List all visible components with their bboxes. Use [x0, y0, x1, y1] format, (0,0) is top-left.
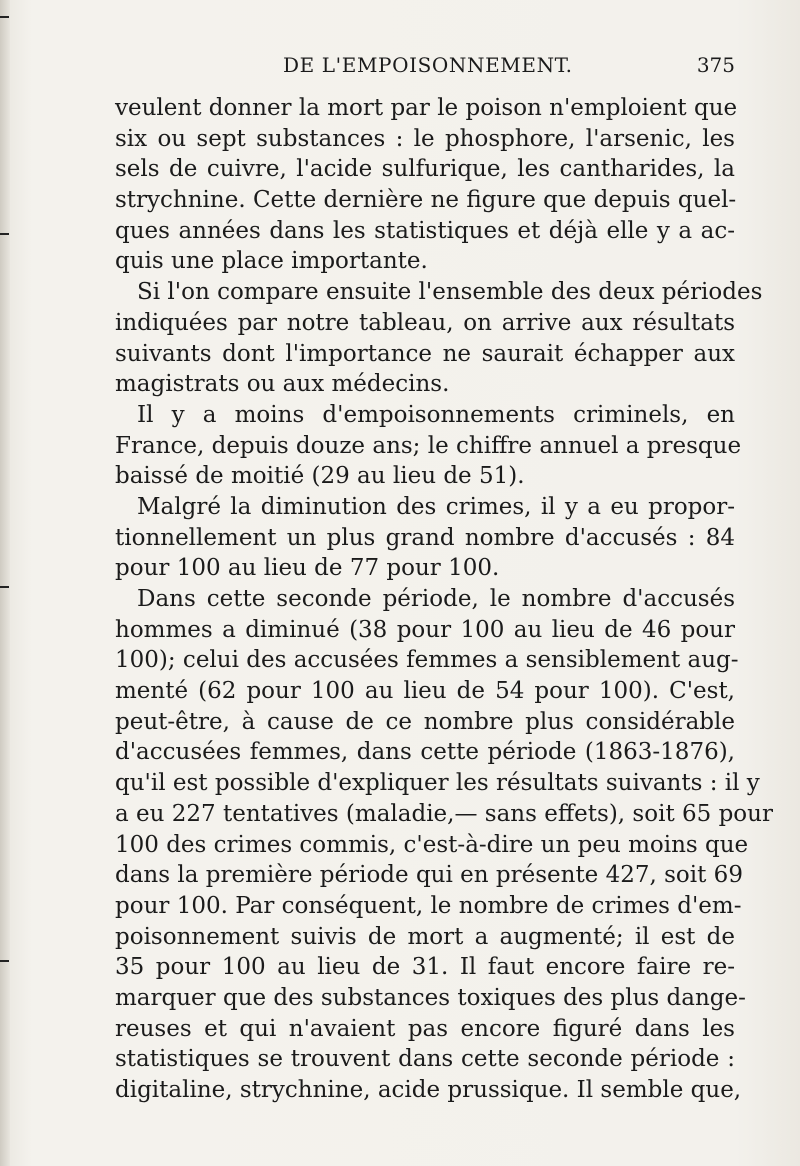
text-line: a eu 227 tentatives (maladie,— sans effets), soit 65 pour: [115, 800, 773, 827]
text-line: hommes a diminué (38 pour 100 au lieu de 46 pour: [115, 616, 735, 643]
text-line: suivants dont l'importance ne saurait échapper aux: [115, 340, 735, 367]
text-line: 35 pour 100 au lieu de 31. Il faut encore faire re-: [115, 954, 735, 981]
page-header: [115, 53, 735, 83]
text-line: 100 des crimes commis, c'est-à-dire un peu moins que: [115, 831, 749, 858]
text-line: dans la première période qui en présente 427, soit 69: [115, 862, 743, 889]
text-line: Malgré la diminution des crimes, il y a eu propor-: [137, 493, 735, 520]
body-text: [115, 93, 773, 1106]
text-line: sels de cuivre, l'acide sulfurique, les cantharides, la: [115, 156, 735, 183]
text-line: qu'il est possible d'expliquer les résultats suivants : il y: [115, 770, 760, 797]
text-line: digitaline, strychnine, acide prussique. Il semble que,: [115, 1077, 742, 1103]
edge-mark: [0, 233, 9, 235]
text-line: ques années dans les statistiques et déjà elle y a ac-: [115, 217, 735, 244]
text-line: poisonnement suivis de mort a augmenté; il est de: [115, 923, 735, 950]
page-number: 375: [696, 53, 735, 77]
text-line: Si l'on compare ensuite l'ensemble des deux périodes: [137, 279, 763, 306]
binding-edge: [0, 0, 10, 1166]
text-line: peut-être, à cause de ce nombre plus considérable: [115, 708, 735, 735]
text-line: pour 100 au lieu de 77 pour 100.: [115, 555, 500, 582]
text-line: d'accusées femmes, dans cette période (1863-1876),: [115, 739, 735, 766]
edge-mark: [0, 16, 9, 18]
text-line: pour 100. Par conséquent, le nombre de crimes d'em-: [115, 892, 742, 919]
text-line: quis une place importante.: [115, 248, 428, 275]
text-line: marquer que des substances toxiques des plus dange-: [115, 984, 746, 1011]
text-line: Il y a moins d'empoisonnements criminels, en: [137, 401, 735, 428]
text-line: indiquées par notre tableau, on arrive aux résultats: [115, 309, 735, 336]
text-line: 100); celui des accusées femmes a sensiblement aug-: [115, 647, 739, 674]
text-line: strychnine. Cette dernière ne figure que depuis quel-: [115, 187, 737, 214]
text-line: reuses et qui n'avaient pas encore figuré dans les: [115, 1015, 735, 1042]
edge-mark: [0, 960, 9, 962]
text-line: France, depuis douze ans; le chiffre annuel a presque: [115, 432, 742, 459]
running-title: DE L'EMPOISONNEMENT.: [283, 53, 573, 77]
text-line: veulent donner la mort par le poison n'emploient que: [115, 95, 738, 121]
text-line: magistrats ou aux médecins.: [115, 371, 450, 398]
text-line: menté (62 pour 100 au lieu de 54 pour 100). C'est,: [115, 678, 735, 705]
text-line: six ou sept substances : le phosphore, l'arsenic, les: [115, 125, 735, 152]
text-line: Dans cette seconde période, le nombre d'accusés: [137, 586, 735, 612]
text-line: baissé de moitié (29 au lieu de 51).: [115, 463, 525, 490]
text-line: tionnellement un plus grand nombre d'accusés : 84: [115, 524, 735, 551]
edge-mark: [0, 586, 9, 588]
text-line: statistiques se trouvent dans cette seconde période :: [115, 1046, 735, 1073]
